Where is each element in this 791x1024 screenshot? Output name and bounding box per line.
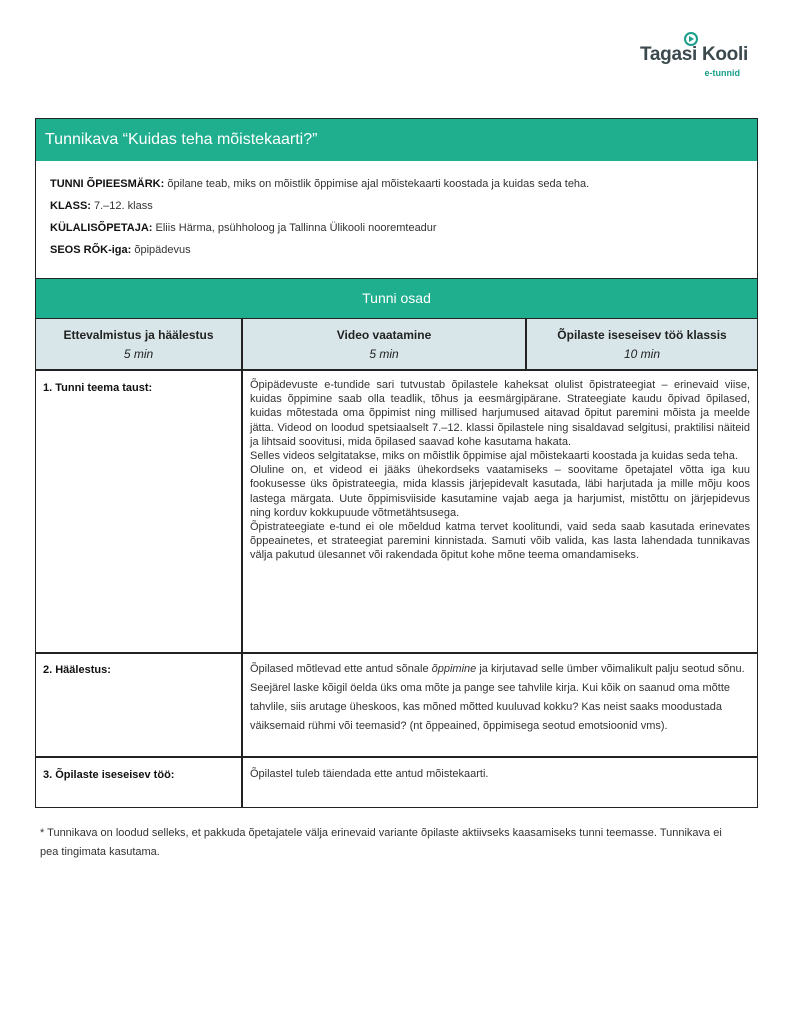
column-header-independent-work xyxy=(527,319,757,369)
warmup-text-before: Õpilased mõtlevad ette antud sõnale xyxy=(250,663,432,675)
footnote: * Tunnikava on loodud selleks, et pakkuda õpetajatele välja erinevaid variante õpilaste aktiivseks kaasamiseks tunni teemasse. Tunnikava ei pea tingimata kasutama. xyxy=(40,827,722,858)
row-text-independent-work: Õpilastel tuleb täiendada ette antud mõistekaarti. xyxy=(250,768,489,780)
teacher-value: Eliis Härma, psühholoog ja Tallinna Ülikooli nooremteadur xyxy=(152,222,437,234)
class-line xyxy=(50,200,750,213)
paragraph: Õpipädevuste e-tundide sari tutvustab õpilastele kaheksat olulist õpistrateegiat – erinevaid viise, kuidas õppimine saab olla teadlik, tõhus ja eesmärgipärane. Strateegiate kaudu õpivad õpilased, kuidas mõtestada oma õppimist ning millised harjumused aitavad õpitut paremini mõista ja meelde jätta. Videod on loodud spetsiaalselt 7.–12. klassi õpilastele ning sisaldavad selgitusi, praktilisi näiteid ja lihtsaid soovitusi, mida õpilased saavad kohe kasutama hakata. xyxy=(250,379,750,448)
row-label-independent-work: 3. Õpilaste iseseisev töö: xyxy=(43,769,175,781)
column-header-preparation xyxy=(36,319,241,369)
paragraph: Selles videos selgitatakse, miks on mõistlik õppimise ajal mõistekaarti koostada ja kuidas seda teha. xyxy=(250,450,738,463)
column-heading: Video vaatamine xyxy=(336,328,432,342)
row-label-background: 1. Tunni teema taust: xyxy=(43,382,153,394)
logo-subtitle: e-tunnid xyxy=(704,68,740,78)
parts-title: Tunni osad xyxy=(36,279,757,318)
paragraph: Õpistrateegiate e-tund ei ole mõeldud katma tervet koolitundi, vaid seda saab kasutada erinevates õppeainetes, et strateegiat paremini kinnistada. Samuti võib valida, kas lasta lahendada tunnikavas välja pakutud ülesannet või rakendada õpitut kohe mõne teema omandamiseks. xyxy=(250,521,750,562)
row-text-warmup xyxy=(250,660,750,736)
column-time: 5 min xyxy=(123,347,154,361)
column-header-video xyxy=(243,319,525,369)
goal-label: TUNNI ÕPIEESMÄRK: xyxy=(50,178,165,190)
curriculum-link-label: SEOS RÕK-iga: xyxy=(50,244,132,256)
curriculum-link-line xyxy=(50,244,750,257)
teacher-label: KÜLALISÕPETAJA: xyxy=(50,222,153,234)
lesson-info xyxy=(50,178,750,266)
divider xyxy=(36,369,757,371)
row-label-warmup: 2. Häälestus: xyxy=(43,664,111,676)
divider xyxy=(36,756,757,758)
tagasi-kooli-logo xyxy=(640,30,752,80)
column-time: 5 min xyxy=(369,347,399,361)
row-divider-vertical xyxy=(241,369,243,808)
column-divider xyxy=(525,319,527,369)
column-heading: Õpilaste iseseisev töö klassis xyxy=(557,328,727,342)
class-label: KLASS: xyxy=(50,200,91,212)
warmup-text-after: ja kirjutavad selle ümber võimalikult palju seotud sõnu. Seejärel laske kõigil öelda üks oma mõte ja pange see tahvlile kirja. Kui kõik on saanud oma mõtte tahvlile, siis arutage üheskoos, kas mõned mõtted kuuluvad kokku? Kas neist saaks moodustada väiksemaid rühmi või teemasid? (nt õppeained, õppimisega seotud emotsioonid vms). xyxy=(250,663,745,732)
column-heading: Ettevalmistus ja häälestus xyxy=(63,328,214,342)
page-title: Tunnikava “Kuidas teha mõistekaarti?” xyxy=(36,119,757,161)
column-time: 10 min xyxy=(623,347,661,361)
paragraph: Oluline on, et videod ei jääks ühekordseks vaatamiseks – soovitame õpetajatel võtta iga kuu fookusesse üks õpistrateegia, mida klassis järjepidevalt kasutada, läbi harjutada ja mille mõju koos lastega märgata. Uute õppimisviiside kasutamine vajab aega ja harjumist, mistõttu on järjepidevus ning korduv kokkupuude võtmetähtsusega. xyxy=(250,464,750,519)
warmup-text-emphasis: õppimine xyxy=(431,663,477,675)
curriculum-link-value: õpipädevus xyxy=(131,244,191,256)
goal-value: õpilane teab, miks on mõistlik õppimise ajal mõistekaarti koostada ja kuidas seda teha. xyxy=(164,178,590,190)
class-value: 7.–12. klass xyxy=(90,200,153,212)
goal-line xyxy=(50,178,750,191)
column-divider xyxy=(241,319,243,369)
teacher-line xyxy=(50,222,750,235)
logo-title: Tagasi Kooli xyxy=(640,44,748,65)
row-text-background xyxy=(250,378,750,563)
divider xyxy=(36,652,757,654)
